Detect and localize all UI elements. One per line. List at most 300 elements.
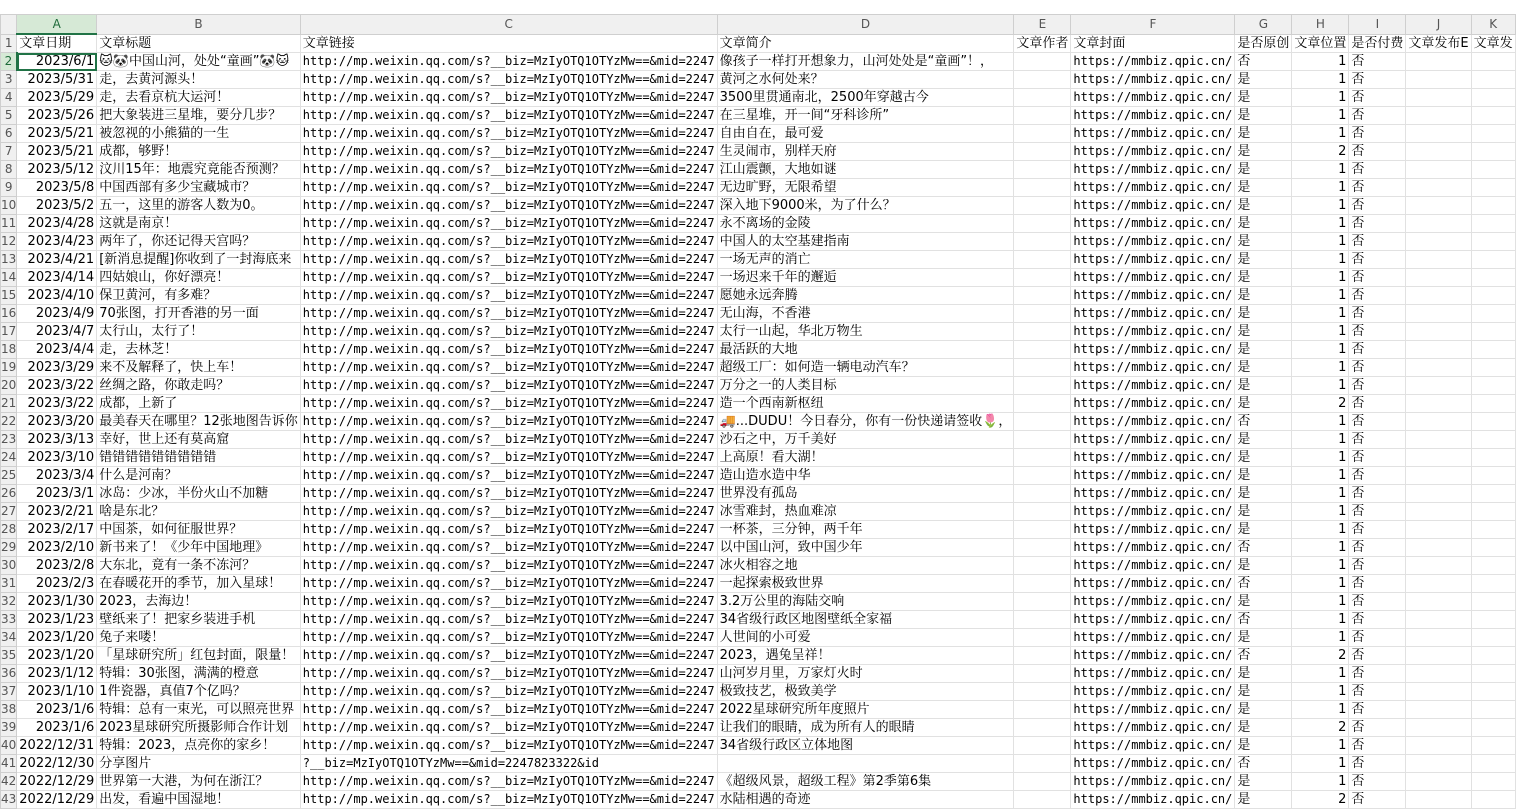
cell-f23[interactable]: https://mmbiz.qpic.cn/ (1071, 431, 1235, 449)
row-header[interactable]: 26 (1, 485, 17, 503)
cell-k39[interactable] (1471, 719, 1515, 737)
cell-c42[interactable]: http://mp.weixin.qq.com/s?__biz=MzIyOTQ1OTYzMw==&mid=2247 (300, 773, 717, 791)
cell-k28[interactable] (1471, 521, 1515, 539)
cell-f34[interactable]: https://mmbiz.qpic.cn/ (1071, 629, 1235, 647)
cell-a18[interactable]: 2023/4/4 (17, 341, 97, 359)
cell-a36[interactable]: 2023/1/12 (17, 665, 97, 683)
cell-f41[interactable]: https://mmbiz.qpic.cn/ (1071, 755, 1235, 773)
cell-b4[interactable]: 走，去看京杭大运河！ (97, 89, 301, 107)
row-header[interactable]: 34 (1, 629, 17, 647)
column-header-h[interactable]: H (1292, 15, 1349, 35)
cell-d33[interactable]: 34省级行政区地图壁纸全家福 (717, 611, 1014, 629)
cell-b42[interactable]: 世界第一大港，为何在浙江？ (97, 773, 301, 791)
cell-d34[interactable]: 人世间的小可爱 (717, 629, 1014, 647)
cell-f7[interactable]: https://mmbiz.qpic.cn/ (1071, 143, 1235, 161)
cell-c38[interactable]: http://mp.weixin.qq.com/s?__biz=MzIyOTQ1OTYzMw==&mid=2247 (300, 701, 717, 719)
cell-f15[interactable]: https://mmbiz.qpic.cn/ (1071, 287, 1235, 305)
cell-c18[interactable]: http://mp.weixin.qq.com/s?__biz=MzIyOTQ1OTYzMw==&mid=2247 (300, 341, 717, 359)
cell-a9[interactable]: 2023/5/8 (17, 179, 97, 197)
cell-a29[interactable]: 2023/2/10 (17, 539, 97, 557)
cell-k35[interactable] (1471, 647, 1515, 665)
cell-f22[interactable]: https://mmbiz.qpic.cn/ (1071, 413, 1235, 431)
cell-k19[interactable] (1471, 359, 1515, 377)
cell-e26[interactable] (1014, 485, 1071, 503)
cell-h37[interactable]: 1 (1292, 683, 1349, 701)
cell-g32[interactable]: 是 (1235, 593, 1292, 611)
cell-c16[interactable]: http://mp.weixin.qq.com/s?__biz=MzIyOTQ1OTYzMw==&mid=2247 (300, 305, 717, 323)
cell-f16[interactable]: https://mmbiz.qpic.cn/ (1071, 305, 1235, 323)
cell-i5[interactable]: 否 (1349, 107, 1406, 125)
cell-d32[interactable]: 3.2万公里的海陆交响 (717, 593, 1014, 611)
cell-j22[interactable] (1406, 413, 1471, 431)
cell-a16[interactable]: 2023/4/9 (17, 305, 97, 323)
cell-a28[interactable]: 2023/2/17 (17, 521, 97, 539)
cell-h40[interactable]: 1 (1292, 737, 1349, 755)
cell-i37[interactable]: 否 (1349, 683, 1406, 701)
cell-b27[interactable]: 啥是东北？ (97, 503, 301, 521)
cell-h9[interactable]: 1 (1292, 179, 1349, 197)
cell-f33[interactable]: https://mmbiz.qpic.cn/ (1071, 611, 1235, 629)
cell-f4[interactable]: https://mmbiz.qpic.cn/ (1071, 89, 1235, 107)
cell-g27[interactable]: 是 (1235, 503, 1292, 521)
column-header-b[interactable]: B (97, 15, 301, 35)
cell-k3[interactable] (1471, 71, 1515, 89)
cell-j2[interactable] (1406, 53, 1471, 71)
cell-h5[interactable]: 1 (1292, 107, 1349, 125)
row-header[interactable]: 33 (1, 611, 17, 629)
cell-h36[interactable]: 1 (1292, 665, 1349, 683)
cell-d26[interactable]: 世界没有孤岛 (717, 485, 1014, 503)
cell-b18[interactable]: 走，去林芝！ (97, 341, 301, 359)
cell-b39[interactable]: 2023星球研究所摄影师合作计划 (97, 719, 301, 737)
cell-h14[interactable]: 1 (1292, 269, 1349, 287)
cell-a24[interactable]: 2023/3/10 (17, 449, 97, 467)
row-header[interactable]: 16 (1, 305, 17, 323)
cell-a21[interactable]: 2023/3/22 (17, 395, 97, 413)
cell-b1[interactable]: 文章标题 (97, 34, 301, 53)
row-header[interactable]: 18 (1, 341, 17, 359)
cell-a8[interactable]: 2023/5/12 (17, 161, 97, 179)
cell-k7[interactable] (1471, 143, 1515, 161)
cell-a38[interactable]: 2023/1/6 (17, 701, 97, 719)
cell-c32[interactable]: http://mp.weixin.qq.com/s?__biz=MzIyOTQ1OTYzMw==&mid=2247 (300, 593, 717, 611)
cell-i43[interactable]: 否 (1349, 791, 1406, 809)
cell-d27[interactable]: 冰雪难封，热血难凉 (717, 503, 1014, 521)
row-header[interactable]: 29 (1, 539, 17, 557)
cell-h12[interactable]: 1 (1292, 233, 1349, 251)
cell-a15[interactable]: 2023/4/10 (17, 287, 97, 305)
cell-k21[interactable] (1471, 395, 1515, 413)
row-header[interactable]: 2 (1, 53, 17, 71)
cell-k29[interactable] (1471, 539, 1515, 557)
row-header[interactable]: 12 (1, 233, 17, 251)
cell-f1[interactable]: 文章封面 (1071, 34, 1235, 53)
cell-e27[interactable] (1014, 503, 1071, 521)
row-header[interactable]: 4 (1, 89, 17, 107)
cell-j36[interactable] (1406, 665, 1471, 683)
cell-e33[interactable] (1014, 611, 1071, 629)
cell-e4[interactable] (1014, 89, 1071, 107)
cell-j17[interactable] (1406, 323, 1471, 341)
cell-j1[interactable]: 文章发布E (1406, 34, 1471, 53)
cell-b22[interactable]: 最美春天在哪里？12张地图告诉你 (97, 413, 301, 431)
cell-b41[interactable]: 分享图片 (97, 755, 301, 773)
cell-d8[interactable]: 江山震颤，大地如谜 (717, 161, 1014, 179)
cell-d4[interactable]: 3500里贯通南北，2500年穿越古今 (717, 89, 1014, 107)
cell-a40[interactable]: 2022/12/31 (17, 737, 97, 755)
row-header[interactable]: 23 (1, 431, 17, 449)
cell-f39[interactable]: https://mmbiz.qpic.cn/ (1071, 719, 1235, 737)
cell-i39[interactable]: 否 (1349, 719, 1406, 737)
cell-i25[interactable]: 否 (1349, 467, 1406, 485)
cell-b11[interactable]: 这就是南京！ (97, 215, 301, 233)
cell-a31[interactable]: 2023/2/3 (17, 575, 97, 593)
cell-e2[interactable] (1014, 53, 1071, 71)
cell-f27[interactable]: https://mmbiz.qpic.cn/ (1071, 503, 1235, 521)
cell-d10[interactable]: 深入地下9000米，为了什么？ (717, 197, 1014, 215)
cell-j5[interactable] (1406, 107, 1471, 125)
cell-k8[interactable] (1471, 161, 1515, 179)
cell-e36[interactable] (1014, 665, 1071, 683)
cell-g42[interactable]: 是 (1235, 773, 1292, 791)
cell-b5[interactable]: 把大象装进三星堆，要分几步？ (97, 107, 301, 125)
cell-h2[interactable]: 1 (1292, 53, 1349, 71)
row-header[interactable]: 1 (1, 34, 17, 53)
cell-f19[interactable]: https://mmbiz.qpic.cn/ (1071, 359, 1235, 377)
cell-f13[interactable]: https://mmbiz.qpic.cn/ (1071, 251, 1235, 269)
cell-d31[interactable]: 一起探索极致世界 (717, 575, 1014, 593)
cell-h42[interactable]: 1 (1292, 773, 1349, 791)
cell-b21[interactable]: 成都，上新了 (97, 395, 301, 413)
cell-a12[interactable]: 2023/4/23 (17, 233, 97, 251)
cell-b6[interactable]: 被忽视的小熊猫的一生 (97, 125, 301, 143)
cell-g22[interactable]: 否 (1235, 413, 1292, 431)
cell-c5[interactable]: http://mp.weixin.qq.com/s?__biz=MzIyOTQ1OTYzMw==&mid=2247 (300, 107, 717, 125)
cell-b8[interactable]: 汶川15年：地震究竟能否预测？ (97, 161, 301, 179)
cell-c9[interactable]: http://mp.weixin.qq.com/s?__biz=MzIyOTQ1OTYzMw==&mid=2247 (300, 179, 717, 197)
cell-d11[interactable]: 永不离场的金陵 (717, 215, 1014, 233)
cell-e15[interactable] (1014, 287, 1071, 305)
cell-h16[interactable]: 1 (1292, 305, 1349, 323)
cell-e22[interactable] (1014, 413, 1071, 431)
cell-e42[interactable] (1014, 773, 1071, 791)
cell-h27[interactable]: 1 (1292, 503, 1349, 521)
cell-e30[interactable] (1014, 557, 1071, 575)
cell-a2[interactable]: 2023/6/1 (17, 53, 97, 71)
cell-g37[interactable]: 是 (1235, 683, 1292, 701)
cell-e38[interactable] (1014, 701, 1071, 719)
cell-g7[interactable]: 是 (1235, 143, 1292, 161)
cell-h7[interactable]: 2 (1292, 143, 1349, 161)
cell-k22[interactable] (1471, 413, 1515, 431)
cell-h35[interactable]: 2 (1292, 647, 1349, 665)
cell-j19[interactable] (1406, 359, 1471, 377)
row-header[interactable]: 7 (1, 143, 17, 161)
cell-k36[interactable] (1471, 665, 1515, 683)
cell-a30[interactable]: 2023/2/8 (17, 557, 97, 575)
row-header[interactable]: 6 (1, 125, 17, 143)
cell-d9[interactable]: 无边旷野，无限希望 (717, 179, 1014, 197)
cell-f38[interactable]: https://mmbiz.qpic.cn/ (1071, 701, 1235, 719)
cell-a6[interactable]: 2023/5/21 (17, 125, 97, 143)
cell-e24[interactable] (1014, 449, 1071, 467)
cell-i24[interactable]: 否 (1349, 449, 1406, 467)
cell-e11[interactable] (1014, 215, 1071, 233)
cell-i34[interactable]: 否 (1349, 629, 1406, 647)
column-header-c[interactable]: C (300, 15, 717, 35)
cell-b30[interactable]: 大东北，竟有一条不冻河？ (97, 557, 301, 575)
cell-c37[interactable]: http://mp.weixin.qq.com/s?__biz=MzIyOTQ1OTYzMw==&mid=2247 (300, 683, 717, 701)
cell-h1[interactable]: 文章位置 (1292, 34, 1349, 53)
cell-k32[interactable] (1471, 593, 1515, 611)
cell-c2[interactable]: http://mp.weixin.qq.com/s?__biz=MzIyOTQ1OTYzMw==&mid=2247 (300, 53, 717, 71)
cell-b29[interactable]: 新书来了！《少年中国地理》 (97, 539, 301, 557)
cell-d19[interactable]: 超级工厂：如何造一辆电动汽车？ (717, 359, 1014, 377)
cell-b20[interactable]: 丝绸之路，你敢走吗？ (97, 377, 301, 395)
cell-c28[interactable]: http://mp.weixin.qq.com/s?__biz=MzIyOTQ1OTYzMw==&mid=2247 (300, 521, 717, 539)
cell-j41[interactable] (1406, 755, 1471, 773)
cell-g39[interactable]: 是 (1235, 719, 1292, 737)
cell-j15[interactable] (1406, 287, 1471, 305)
cell-f6[interactable]: https://mmbiz.qpic.cn/ (1071, 125, 1235, 143)
cell-e31[interactable] (1014, 575, 1071, 593)
cell-h20[interactable]: 1 (1292, 377, 1349, 395)
cell-b37[interactable]: 1件瓷器，真值7个亿吗？ (97, 683, 301, 701)
cell-h11[interactable]: 1 (1292, 215, 1349, 233)
cell-j11[interactable] (1406, 215, 1471, 233)
cell-e14[interactable] (1014, 269, 1071, 287)
cell-e1[interactable]: 文章作者 (1014, 34, 1071, 53)
cell-j14[interactable] (1406, 269, 1471, 287)
cell-f14[interactable]: https://mmbiz.qpic.cn/ (1071, 269, 1235, 287)
cell-g30[interactable]: 是 (1235, 557, 1292, 575)
cell-k10[interactable] (1471, 197, 1515, 215)
cell-d5[interactable]: 在三星堆，开一间“牙科诊所” (717, 107, 1014, 125)
cell-k5[interactable] (1471, 107, 1515, 125)
cell-e9[interactable] (1014, 179, 1071, 197)
cell-i29[interactable]: 否 (1349, 539, 1406, 557)
cell-j7[interactable] (1406, 143, 1471, 161)
row-header[interactable]: 8 (1, 161, 17, 179)
cell-j32[interactable] (1406, 593, 1471, 611)
row-header[interactable]: 3 (1, 71, 17, 89)
cell-d37[interactable]: 极致技艺，极致美学 (717, 683, 1014, 701)
cell-g13[interactable]: 是 (1235, 251, 1292, 269)
cell-e40[interactable] (1014, 737, 1071, 755)
cell-j18[interactable] (1406, 341, 1471, 359)
cell-j37[interactable] (1406, 683, 1471, 701)
cell-a7[interactable]: 2023/5/21 (17, 143, 97, 161)
cell-i31[interactable]: 否 (1349, 575, 1406, 593)
cell-c6[interactable]: http://mp.weixin.qq.com/s?__biz=MzIyOTQ1OTYzMw==&mid=2247 (300, 125, 717, 143)
cell-h17[interactable]: 1 (1292, 323, 1349, 341)
cell-h41[interactable]: 1 (1292, 755, 1349, 773)
cell-a33[interactable]: 2023/1/23 (17, 611, 97, 629)
cell-b23[interactable]: 幸好，世上还有莫高窟 (97, 431, 301, 449)
cell-e28[interactable] (1014, 521, 1071, 539)
cell-h31[interactable]: 1 (1292, 575, 1349, 593)
cell-i38[interactable]: 否 (1349, 701, 1406, 719)
row-header[interactable]: 5 (1, 107, 17, 125)
cell-f37[interactable]: https://mmbiz.qpic.cn/ (1071, 683, 1235, 701)
cell-d39[interactable]: 让我们的眼睛，成为所有人的眼睛 (717, 719, 1014, 737)
cell-h33[interactable]: 1 (1292, 611, 1349, 629)
cell-j31[interactable] (1406, 575, 1471, 593)
cell-b33[interactable]: 壁纸来了！把家乡装进手机 (97, 611, 301, 629)
cell-d41[interactable] (717, 755, 1014, 773)
cell-i9[interactable]: 否 (1349, 179, 1406, 197)
cell-g26[interactable]: 是 (1235, 485, 1292, 503)
cell-g28[interactable]: 是 (1235, 521, 1292, 539)
cell-f21[interactable]: https://mmbiz.qpic.cn/ (1071, 395, 1235, 413)
cell-j28[interactable] (1406, 521, 1471, 539)
cell-i8[interactable]: 否 (1349, 161, 1406, 179)
cell-g29[interactable]: 否 (1235, 539, 1292, 557)
cell-d20[interactable]: 万分之一的人类目标 (717, 377, 1014, 395)
row-header[interactable]: 24 (1, 449, 17, 467)
cell-b38[interactable]: 特辑：总有一束光，可以照亮世界 (97, 701, 301, 719)
cell-i16[interactable]: 否 (1349, 305, 1406, 323)
cell-a14[interactable]: 2023/4/14 (17, 269, 97, 287)
cell-c19[interactable]: http://mp.weixin.qq.com/s?__biz=MzIyOTQ1OTYzMw==&mid=2247 (300, 359, 717, 377)
row-header[interactable]: 41 (1, 755, 17, 773)
cell-e34[interactable] (1014, 629, 1071, 647)
cell-k14[interactable] (1471, 269, 1515, 287)
row-header[interactable]: 14 (1, 269, 17, 287)
cell-d7[interactable]: 生灵闹市，别样天府 (717, 143, 1014, 161)
cell-i13[interactable]: 否 (1349, 251, 1406, 269)
cell-b9[interactable]: 中国西部有多少宝藏城市？ (97, 179, 301, 197)
cell-h29[interactable]: 1 (1292, 539, 1349, 557)
row-header[interactable]: 43 (1, 791, 17, 809)
cell-i18[interactable]: 否 (1349, 341, 1406, 359)
row-header[interactable]: 22 (1, 413, 17, 431)
cell-h30[interactable]: 1 (1292, 557, 1349, 575)
cell-a17[interactable]: 2023/4/7 (17, 323, 97, 341)
cell-e12[interactable] (1014, 233, 1071, 251)
cell-h24[interactable]: 1 (1292, 449, 1349, 467)
cell-j33[interactable] (1406, 611, 1471, 629)
cell-c39[interactable]: http://mp.weixin.qq.com/s?__biz=MzIyOTQ1OTYzMw==&mid=2247 (300, 719, 717, 737)
cell-d25[interactable]: 造山造水造中华 (717, 467, 1014, 485)
cell-i15[interactable]: 否 (1349, 287, 1406, 305)
cell-h28[interactable]: 1 (1292, 521, 1349, 539)
cell-c1[interactable]: 文章链接 (300, 34, 717, 53)
cell-i21[interactable]: 否 (1349, 395, 1406, 413)
cell-f10[interactable]: https://mmbiz.qpic.cn/ (1071, 197, 1235, 215)
row-header[interactable]: 27 (1, 503, 17, 521)
cell-d6[interactable]: 自由自在，最可爱 (717, 125, 1014, 143)
cell-d29[interactable]: 以中国山河，致中国少年 (717, 539, 1014, 557)
row-header[interactable]: 28 (1, 521, 17, 539)
cell-c15[interactable]: http://mp.weixin.qq.com/s?__biz=MzIyOTQ1OTYzMw==&mid=2247 (300, 287, 717, 305)
cell-b25[interactable]: 什么是河南？ (97, 467, 301, 485)
cell-a34[interactable]: 2023/1/20 (17, 629, 97, 647)
cell-k27[interactable] (1471, 503, 1515, 521)
cell-d18[interactable]: 最活跃的大地 (717, 341, 1014, 359)
cell-b7[interactable]: 成都，够野！ (97, 143, 301, 161)
cell-b16[interactable]: 70张图，打开香港的另一面 (97, 305, 301, 323)
column-header-j[interactable]: J (1406, 15, 1471, 35)
cell-d21[interactable]: 造一个西南新枢纽 (717, 395, 1014, 413)
column-header-k[interactable]: K (1471, 15, 1515, 35)
cell-g41[interactable]: 否 (1235, 755, 1292, 773)
cell-i2[interactable]: 否 (1349, 53, 1406, 71)
row-header[interactable]: 11 (1, 215, 17, 233)
cell-k17[interactable] (1471, 323, 1515, 341)
cell-i1[interactable]: 是否付费 (1349, 34, 1406, 53)
cell-k1[interactable]: 文章发 (1471, 34, 1515, 53)
cell-e41[interactable] (1014, 755, 1071, 773)
cell-g14[interactable]: 是 (1235, 269, 1292, 287)
cell-e10[interactable] (1014, 197, 1071, 215)
cell-k23[interactable] (1471, 431, 1515, 449)
cell-a22[interactable]: 2023/3/20 (17, 413, 97, 431)
cell-h10[interactable]: 1 (1292, 197, 1349, 215)
cell-f25[interactable]: https://mmbiz.qpic.cn/ (1071, 467, 1235, 485)
cell-c41[interactable]: ?__biz=MzIyOTQ1OTYzMw==&mid=2247823322&id (300, 755, 717, 773)
cell-c35[interactable]: http://mp.weixin.qq.com/s?__biz=MzIyOTQ1OTYzMw==&mid=2247 (300, 647, 717, 665)
row-header[interactable]: 38 (1, 701, 17, 719)
column-header-i[interactable]: I (1349, 15, 1406, 35)
cell-f11[interactable]: https://mmbiz.qpic.cn/ (1071, 215, 1235, 233)
cell-h38[interactable]: 1 (1292, 701, 1349, 719)
cell-g6[interactable]: 是 (1235, 125, 1292, 143)
cell-a5[interactable]: 2023/5/26 (17, 107, 97, 125)
cell-e13[interactable] (1014, 251, 1071, 269)
cell-a41[interactable]: 2022/12/30 (17, 755, 97, 773)
cell-e3[interactable] (1014, 71, 1071, 89)
cell-c23[interactable]: http://mp.weixin.qq.com/s?__biz=MzIyOTQ1OTYzMw==&mid=2247 (300, 431, 717, 449)
cell-a19[interactable]: 2023/3/29 (17, 359, 97, 377)
cell-f35[interactable]: https://mmbiz.qpic.cn/ (1071, 647, 1235, 665)
column-header-e[interactable]: E (1014, 15, 1071, 35)
row-header[interactable]: 21 (1, 395, 17, 413)
cell-g10[interactable]: 是 (1235, 197, 1292, 215)
cell-h43[interactable]: 2 (1292, 791, 1349, 809)
cell-d22[interactable]: 🚚...DUDU！今日春分，你有一份快递请签收🌷， (717, 413, 1014, 431)
cell-d28[interactable]: 一杯茶，三分钟，两千年 (717, 521, 1014, 539)
cell-f24[interactable]: https://mmbiz.qpic.cn/ (1071, 449, 1235, 467)
cell-g38[interactable]: 是 (1235, 701, 1292, 719)
cell-i42[interactable]: 否 (1349, 773, 1406, 791)
cell-c20[interactable]: http://mp.weixin.qq.com/s?__biz=MzIyOTQ1OTYzMw==&mid=2247 (300, 377, 717, 395)
cell-c36[interactable]: http://mp.weixin.qq.com/s?__biz=MzIyOTQ1OTYzMw==&mid=2247 (300, 665, 717, 683)
cell-f36[interactable]: https://mmbiz.qpic.cn/ (1071, 665, 1235, 683)
cell-k16[interactable] (1471, 305, 1515, 323)
cell-j29[interactable] (1406, 539, 1471, 557)
cell-f20[interactable]: https://mmbiz.qpic.cn/ (1071, 377, 1235, 395)
cell-e18[interactable] (1014, 341, 1071, 359)
cell-k34[interactable] (1471, 629, 1515, 647)
cell-j40[interactable] (1406, 737, 1471, 755)
cell-j10[interactable] (1406, 197, 1471, 215)
cell-d36[interactable]: 山河岁月里，万家灯火时 (717, 665, 1014, 683)
cell-k42[interactable] (1471, 773, 1515, 791)
row-header[interactable]: 15 (1, 287, 17, 305)
cell-i4[interactable]: 否 (1349, 89, 1406, 107)
cell-j20[interactable] (1406, 377, 1471, 395)
row-header[interactable]: 37 (1, 683, 17, 701)
cell-i14[interactable]: 否 (1349, 269, 1406, 287)
cell-b14[interactable]: 四姑娘山，你好漂亮！ (97, 269, 301, 287)
cell-d17[interactable]: 太行一山起，华北万物生 (717, 323, 1014, 341)
cell-c21[interactable]: http://mp.weixin.qq.com/s?__biz=MzIyOTQ1OTYzMw==&mid=2247 (300, 395, 717, 413)
cell-j35[interactable] (1406, 647, 1471, 665)
cell-e8[interactable] (1014, 161, 1071, 179)
cell-h32[interactable]: 1 (1292, 593, 1349, 611)
cell-b13[interactable]: [新消息提醒]你收到了一封海底来 (97, 251, 301, 269)
